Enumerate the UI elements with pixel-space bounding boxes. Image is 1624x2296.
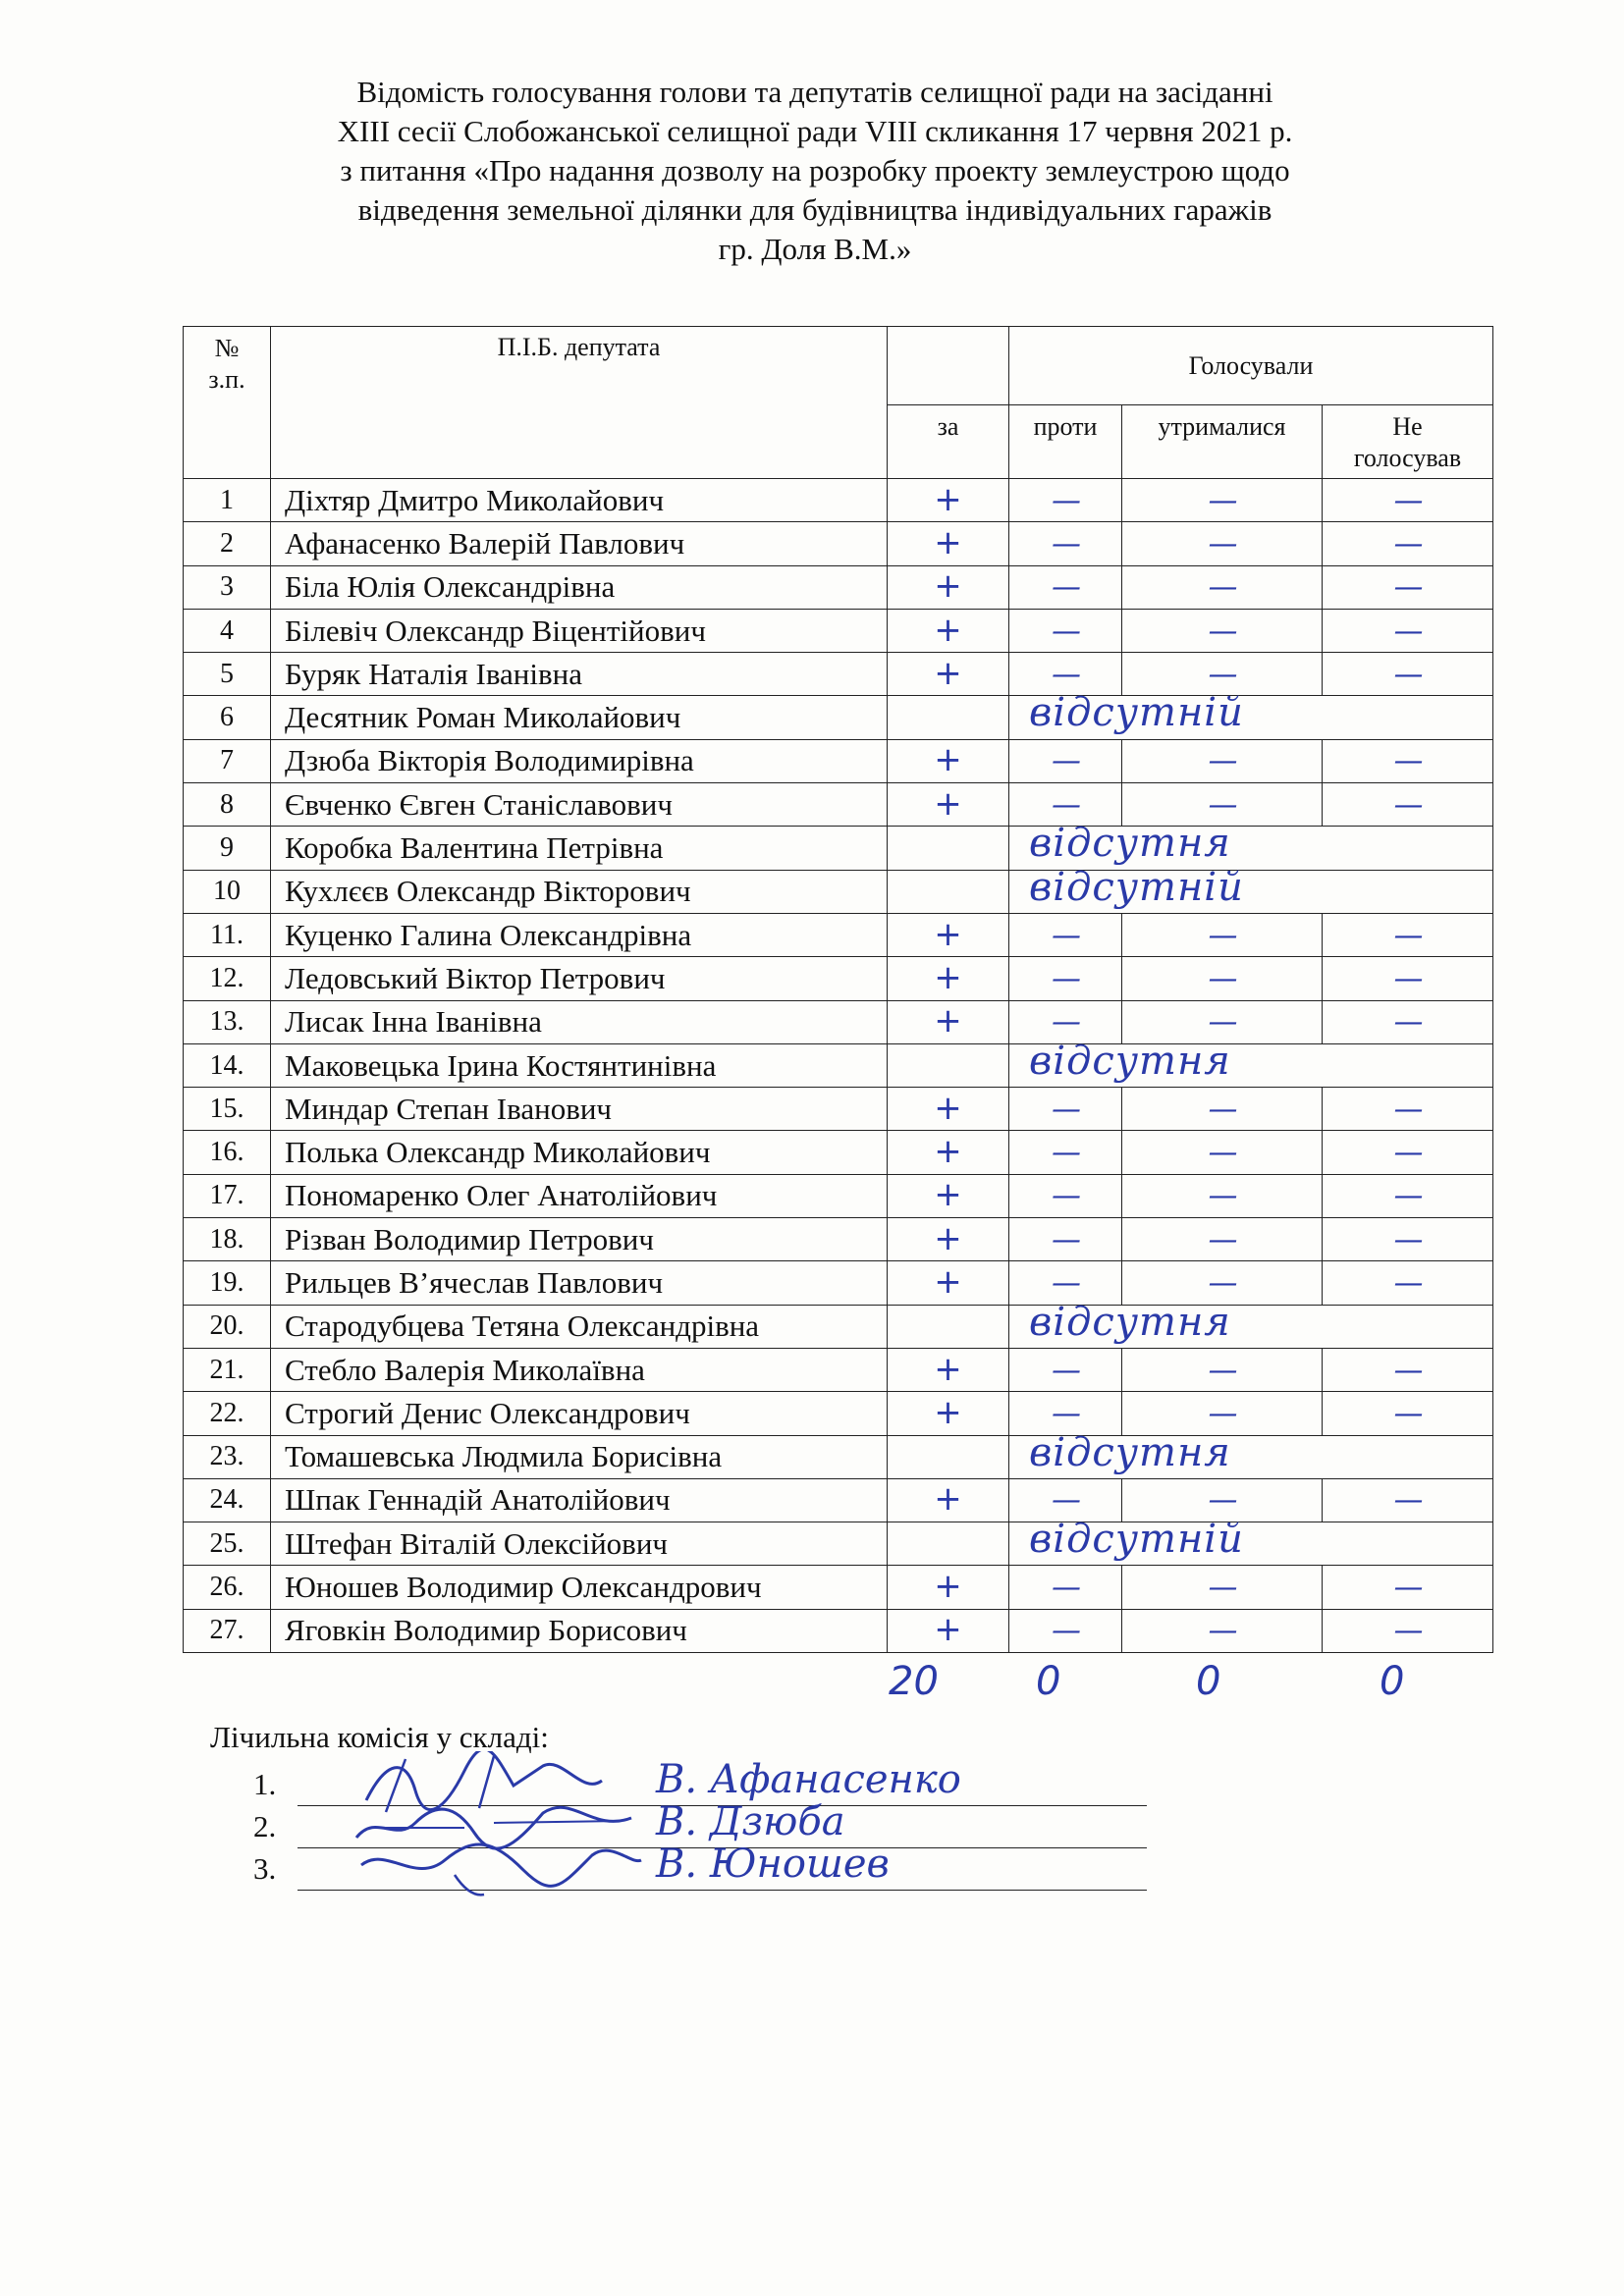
dash-mark: —	[1052, 1396, 1079, 1431]
deputy-name: Пономаренко Олег Анатолійович	[271, 1174, 888, 1217]
dash-mark: —	[1393, 1614, 1422, 1649]
vote-for-cell	[888, 479, 1009, 522]
row-number: 18.	[184, 1218, 271, 1261]
vote-for-cell	[888, 1566, 1009, 1609]
plus-mark: +	[934, 1567, 962, 1607]
dash-mark: —	[1208, 614, 1236, 649]
deputy-name: Діхтяр Дмитро Миколайович	[271, 479, 888, 522]
dash-mark: —	[1393, 1179, 1422, 1214]
vote-against-cell	[1009, 739, 1122, 782]
deputy-name: Строгий Денис Олександрович	[271, 1392, 888, 1435]
header-blank	[888, 327, 1009, 405]
table-row	[184, 827, 1493, 870]
dash-mark: —	[1208, 483, 1236, 518]
total-for: 20	[889, 1659, 939, 1704]
dash-mark: —	[1052, 657, 1079, 692]
plus-mark: +	[934, 522, 962, 562]
title-line-1: Відомість голосування голови та депутатів селищної ради на засіданні	[356, 75, 1273, 109]
dash-mark: —	[1208, 1614, 1236, 1649]
dash-mark: —	[1208, 1483, 1236, 1519]
dash-mark: —	[1208, 1092, 1236, 1127]
plus-mark: +	[934, 740, 962, 780]
absent-note: відсутня	[1029, 1038, 1231, 1084]
vote-not-voted-cell	[1323, 1348, 1493, 1391]
absent-cell	[1009, 1299, 1493, 1348]
header-number-label: № з.п.	[208, 334, 245, 394]
table-row	[184, 1261, 1493, 1305]
signature-number-2: 2.	[253, 1809, 277, 1843]
deputy-name: Стародубцева Тетяна Олександрівна	[271, 1305, 888, 1348]
row-number: 1	[184, 479, 271, 522]
row-number: 4	[184, 609, 271, 652]
vote-against-cell	[1009, 653, 1122, 696]
table-row	[184, 1435, 1493, 1478]
dash-mark: —	[1208, 1353, 1236, 1388]
signature-number-1: 1.	[253, 1767, 277, 1801]
vote-not-voted-cell	[1323, 609, 1493, 652]
absent-cell	[1009, 1517, 1493, 1566]
deputy-name: Буряк Наталія Іванівна	[271, 653, 888, 696]
table-row	[184, 1174, 1493, 1217]
dash-mark: —	[1052, 1222, 1079, 1257]
plus-mark: +	[934, 1392, 962, 1432]
vote-against-cell	[1009, 913, 1122, 956]
vote-against-cell	[1009, 1000, 1122, 1043]
table-row	[184, 739, 1493, 782]
vote-against-cell	[1009, 1131, 1122, 1174]
plus-mark: +	[934, 1610, 962, 1650]
dash-mark: —	[1208, 570, 1236, 606]
plus-mark: +	[934, 653, 962, 693]
table-body	[184, 479, 1493, 1653]
vote-not-voted-cell	[1323, 783, 1493, 827]
vote-against-cell	[1009, 1088, 1122, 1131]
signature-name-1: В. Афанасенко	[656, 1757, 961, 1802]
plus-mark: +	[934, 1088, 962, 1128]
vote-not-voted-cell	[1323, 479, 1493, 522]
title-line-5: гр. Доля В.М.»	[718, 232, 912, 266]
dash-mark: —	[1393, 1396, 1422, 1431]
deputy-name: Яговкін Володимир Борисович	[271, 1609, 888, 1652]
deputy-name: Біла Юлія Олександрівна	[271, 565, 888, 609]
deputy-name: Шпак Геннадій Анатолійович	[271, 1478, 888, 1522]
vote-for-cell	[888, 609, 1009, 652]
vote-not-voted-cell	[1323, 1261, 1493, 1305]
vote-not-voted-cell	[1323, 739, 1493, 782]
total-not-voted: 0	[1380, 1659, 1405, 1704]
plus-mark: +	[934, 1132, 962, 1172]
dash-mark: —	[1208, 1136, 1236, 1171]
dash-mark: —	[1393, 1092, 1422, 1127]
table-row	[184, 1088, 1493, 1131]
vote-abstained-cell	[1122, 609, 1323, 652]
signature-scribble-icon	[347, 1836, 700, 1898]
vote-abstained-cell	[1122, 913, 1323, 956]
vote-for-cell	[888, 870, 1009, 913]
signature-line-3	[253, 1842, 1147, 1891]
dash-mark: —	[1393, 1005, 1422, 1041]
absent-note: відсутній	[1029, 1517, 1244, 1563]
vote-against-cell	[1009, 783, 1122, 827]
table-row	[184, 609, 1493, 652]
vote-against-cell	[1009, 1218, 1122, 1261]
plus-mark: +	[934, 479, 962, 519]
header-name: П.І.Б. депутата	[271, 327, 888, 479]
dash-mark: —	[1393, 787, 1422, 823]
dash-mark: —	[1208, 1005, 1236, 1041]
table-row	[184, 1522, 1493, 1566]
dash-mark: —	[1393, 918, 1422, 953]
table-row	[184, 1131, 1493, 1174]
dash-mark: —	[1052, 744, 1079, 779]
deputy-name: Кухлєєв Олександр Вікторович	[271, 870, 888, 913]
plus-mark: +	[934, 1261, 962, 1302]
dash-mark: —	[1052, 1483, 1079, 1519]
dash-mark: —	[1393, 657, 1422, 692]
vote-for-cell	[888, 1348, 1009, 1391]
dash-mark: —	[1208, 1265, 1236, 1301]
dash-mark: —	[1052, 614, 1079, 649]
deputy-name: Коробка Валентина Петрівна	[271, 827, 888, 870]
dash-mark: —	[1208, 918, 1236, 953]
dash-mark: —	[1208, 744, 1236, 779]
row-number: 26.	[184, 1566, 271, 1609]
vote-abstained-cell	[1122, 1392, 1323, 1435]
row-number: 21.	[184, 1348, 271, 1391]
dash-mark: —	[1052, 1092, 1079, 1127]
row-number: 14.	[184, 1043, 271, 1087]
dash-mark: —	[1393, 744, 1422, 779]
vote-for-cell	[888, 1043, 1009, 1087]
vote-abstained-cell	[1122, 1478, 1323, 1522]
row-number: 13.	[184, 1000, 271, 1043]
row-number: 7	[184, 739, 271, 782]
plus-mark: +	[934, 957, 962, 997]
row-number: 11.	[184, 913, 271, 956]
absent-cell	[1009, 821, 1493, 870]
plus-mark: +	[934, 1349, 962, 1389]
row-number: 9	[184, 827, 271, 870]
vote-against-cell	[1009, 609, 1122, 652]
deputy-name: Томашевська Людмила Борисівна	[271, 1435, 888, 1478]
absent-note: відсутня	[1029, 1299, 1231, 1345]
dash-mark: —	[1393, 1571, 1422, 1606]
vote-abstained-cell	[1122, 957, 1323, 1000]
header-for: за	[888, 405, 1009, 479]
vote-for-cell	[888, 1000, 1009, 1043]
vote-against-cell	[1009, 522, 1122, 565]
deputy-name: Дзюба Вікторія Володимирівна	[271, 739, 888, 782]
row-number: 17.	[184, 1174, 271, 1217]
row-number: 25.	[184, 1522, 271, 1566]
commission-label: Лічильна комісія у складі:	[210, 1720, 549, 1754]
vote-for-cell	[888, 1522, 1009, 1566]
dash-mark: —	[1393, 1353, 1422, 1388]
vote-abstained-cell	[1122, 1566, 1323, 1609]
vote-for-cell	[888, 1392, 1009, 1435]
vote-against-cell	[1009, 1566, 1122, 1609]
row-number: 16.	[184, 1131, 271, 1174]
vote-against-cell	[1009, 1174, 1122, 1217]
title-line-3: з питання «Про надання дозволу на розробку проекту землеустрою щодо	[340, 153, 1290, 187]
absent-note: відсутній	[1029, 690, 1244, 736]
header-number	[184, 327, 271, 479]
dash-mark: —	[1393, 526, 1422, 561]
deputy-name: Десятник Роман Миколайович	[271, 696, 888, 739]
absent-note: відсутня	[1029, 821, 1231, 867]
dash-mark: —	[1208, 1222, 1236, 1257]
dash-mark: —	[1208, 1396, 1236, 1431]
dash-mark: —	[1052, 483, 1079, 518]
vote-for-cell	[888, 1478, 1009, 1522]
dash-mark: —	[1052, 787, 1079, 823]
table-row	[184, 783, 1493, 827]
vote-for-cell	[888, 1609, 1009, 1652]
vote-for-cell	[888, 1435, 1009, 1478]
plus-mark: +	[934, 914, 962, 954]
table-row	[184, 1566, 1493, 1609]
deputy-name: Маковецька Ірина Костянтинівна	[271, 1043, 888, 1087]
absent-cell	[1009, 1429, 1493, 1478]
table-row	[184, 1043, 1493, 1087]
dash-mark: —	[1208, 1179, 1236, 1214]
vote-for-cell	[888, 913, 1009, 956]
vote-against-cell	[1009, 1609, 1122, 1652]
title-line-4: відведення земельної ділянки для будівництва індивідуальних гаражів	[357, 192, 1272, 227]
deputy-name: Євченко Євген Станіславович	[271, 783, 888, 827]
dash-mark: —	[1393, 614, 1422, 649]
plus-mark: +	[934, 1001, 962, 1041]
plus-mark: +	[934, 1218, 962, 1258]
dash-mark: —	[1393, 1483, 1422, 1519]
table-row	[184, 696, 1493, 739]
absent-note: відсутня	[1029, 1429, 1231, 1475]
table-row	[184, 1218, 1493, 1261]
table-row	[184, 1478, 1493, 1522]
vote-not-voted-cell	[1323, 1218, 1493, 1261]
vote-for-cell	[888, 522, 1009, 565]
header-abstained: утрималися	[1122, 405, 1323, 479]
row-number: 10	[184, 870, 271, 913]
vote-abstained-cell	[1122, 565, 1323, 609]
deputy-name: Полька Олександр Миколайович	[271, 1131, 888, 1174]
signature-name-3: В. Юношев	[656, 1842, 890, 1887]
vote-abstained-cell	[1122, 1000, 1323, 1043]
vote-not-voted-cell	[1323, 565, 1493, 609]
vote-not-voted-cell	[1323, 1478, 1493, 1522]
vote-for-cell	[888, 783, 1009, 827]
absent-cell	[1009, 1038, 1493, 1087]
vote-not-voted-cell	[1323, 957, 1493, 1000]
vote-not-voted-cell	[1323, 522, 1493, 565]
dash-mark: —	[1052, 1614, 1079, 1649]
plus-mark: +	[934, 610, 962, 650]
dash-mark: —	[1052, 570, 1079, 606]
vote-against-cell	[1009, 1348, 1122, 1391]
deputy-name: Куценко Галина Олександрівна	[271, 913, 888, 956]
document-title	[177, 73, 1453, 269]
vote-against-cell	[1009, 565, 1122, 609]
deputy-name: Білевіч Олександр Віцентійович	[271, 609, 888, 652]
vote-not-voted-cell	[1323, 1392, 1493, 1435]
dash-mark: —	[1393, 570, 1422, 606]
vote-not-voted-cell	[1323, 1088, 1493, 1131]
header-voted: Голосували	[1009, 327, 1493, 405]
header-against: проти	[1009, 405, 1122, 479]
plus-mark: +	[934, 566, 962, 607]
row-number: 6	[184, 696, 271, 739]
vote-against-cell	[1009, 957, 1122, 1000]
dash-mark: —	[1052, 1179, 1079, 1214]
row-number: 2	[184, 522, 271, 565]
deputy-name: Штефан Віталій Олексійович	[271, 1522, 888, 1566]
row-number: 27.	[184, 1609, 271, 1652]
vote-not-voted-cell	[1323, 1174, 1493, 1217]
vote-not-voted-cell	[1323, 1000, 1493, 1043]
vote-for-cell	[888, 696, 1009, 739]
deputy-name: Лисак Інна Іванівна	[271, 1000, 888, 1043]
absent-cell	[1009, 864, 1493, 913]
dash-mark: —	[1208, 526, 1236, 561]
vote-abstained-cell	[1122, 1131, 1323, 1174]
vote-abstained-cell	[1122, 1088, 1323, 1131]
absent-note: відсутній	[1029, 864, 1244, 910]
vote-not-voted-cell	[1323, 653, 1493, 696]
table-row	[184, 479, 1493, 522]
row-number: 22.	[184, 1392, 271, 1435]
vote-not-voted-cell	[1323, 1131, 1493, 1174]
totals-row	[0, 1659, 1624, 1708]
dash-mark: —	[1208, 1571, 1236, 1606]
vote-abstained-cell	[1122, 1261, 1323, 1305]
plus-mark: +	[934, 1175, 962, 1215]
row-number: 8	[184, 783, 271, 827]
vote-for-cell	[888, 1261, 1009, 1305]
vote-for-cell	[888, 827, 1009, 870]
table-row	[184, 522, 1493, 565]
table-row	[184, 565, 1493, 609]
dash-mark: —	[1208, 657, 1236, 692]
vote-against-cell	[1009, 1478, 1122, 1522]
vote-for-cell	[888, 957, 1009, 1000]
vote-abstained-cell	[1122, 653, 1323, 696]
deputy-name: Різван Володимир Петрович	[271, 1218, 888, 1261]
plus-mark: +	[934, 783, 962, 824]
row-number: 24.	[184, 1478, 271, 1522]
vote-not-voted-cell	[1323, 913, 1493, 956]
signature-number-3: 3.	[253, 1851, 277, 1886]
row-number: 3	[184, 565, 271, 609]
row-number: 20.	[184, 1305, 271, 1348]
deputy-name: Ледовський Віктор Петрович	[271, 957, 888, 1000]
deputy-name: Афанасенко Валерій Павлович	[271, 522, 888, 565]
vote-for-cell	[888, 1174, 1009, 1217]
dash-mark: —	[1052, 1571, 1079, 1606]
table-row	[184, 1392, 1493, 1435]
dash-mark: —	[1393, 961, 1422, 996]
table-row	[184, 957, 1493, 1000]
table-row	[184, 1609, 1493, 1652]
vote-for-cell	[888, 565, 1009, 609]
dash-mark: —	[1052, 1005, 1079, 1041]
vote-against-cell	[1009, 1261, 1122, 1305]
vote-abstained-cell	[1122, 1174, 1323, 1217]
vote-for-cell	[888, 653, 1009, 696]
dash-mark: —	[1052, 526, 1079, 561]
row-number: 5	[184, 653, 271, 696]
deputy-name: Миндар Степан Іванович	[271, 1088, 888, 1131]
vote-for-cell	[888, 1218, 1009, 1261]
dash-mark: —	[1393, 483, 1422, 518]
dash-mark: —	[1052, 918, 1079, 953]
vote-against-cell	[1009, 1392, 1122, 1435]
table-row	[184, 1348, 1493, 1391]
vote-abstained-cell	[1122, 739, 1323, 782]
vote-abstained-cell	[1122, 783, 1323, 827]
absent-cell	[1009, 690, 1493, 739]
dash-mark: —	[1052, 961, 1079, 996]
signature-name-2: В. Дзюба	[656, 1799, 845, 1844]
row-number: 19.	[184, 1261, 271, 1305]
dash-mark: —	[1052, 1136, 1079, 1171]
table-row	[184, 913, 1493, 956]
deputy-name: Стебло Валерія Миколаївна	[271, 1348, 888, 1391]
vote-for-cell	[888, 1131, 1009, 1174]
vote-against-cell	[1009, 479, 1122, 522]
vote-for-cell	[888, 1305, 1009, 1348]
vote-abstained-cell	[1122, 1348, 1323, 1391]
total-abstained: 0	[1196, 1659, 1221, 1704]
dash-mark: —	[1208, 961, 1236, 996]
vote-abstained-cell	[1122, 1218, 1323, 1261]
title-line-2: XIII сесії Слобожанської селищної ради VIII скликання 17 червня 2021 р.	[337, 114, 1293, 148]
total-against: 0	[1036, 1659, 1061, 1704]
vote-abstained-cell	[1122, 479, 1323, 522]
voting-table	[183, 326, 1493, 1653]
dash-mark: —	[1052, 1265, 1079, 1301]
header-not-voted: Не голосував	[1323, 405, 1493, 479]
dash-mark: —	[1393, 1265, 1422, 1301]
vote-abstained-cell	[1122, 522, 1323, 565]
vote-not-voted-cell	[1323, 1609, 1493, 1652]
table-row	[184, 870, 1493, 913]
row-number: 23.	[184, 1435, 271, 1478]
vote-for-cell	[888, 1088, 1009, 1131]
vote-for-cell	[888, 739, 1009, 782]
table-row	[184, 1305, 1493, 1348]
vote-abstained-cell	[1122, 1609, 1323, 1652]
row-number: 15.	[184, 1088, 271, 1131]
vote-not-voted-cell	[1323, 1566, 1493, 1609]
dash-mark: —	[1393, 1222, 1422, 1257]
plus-mark: +	[934, 1479, 962, 1520]
row-number: 12.	[184, 957, 271, 1000]
table-row	[184, 653, 1493, 696]
deputy-name: Юношев Володимир Олександрович	[271, 1566, 888, 1609]
deputy-name: Рильцев В’ячеслав Павлович	[271, 1261, 888, 1305]
table-row	[184, 1000, 1493, 1043]
dash-mark: —	[1393, 1136, 1422, 1171]
dash-mark: —	[1052, 1353, 1079, 1388]
dash-mark: —	[1208, 787, 1236, 823]
